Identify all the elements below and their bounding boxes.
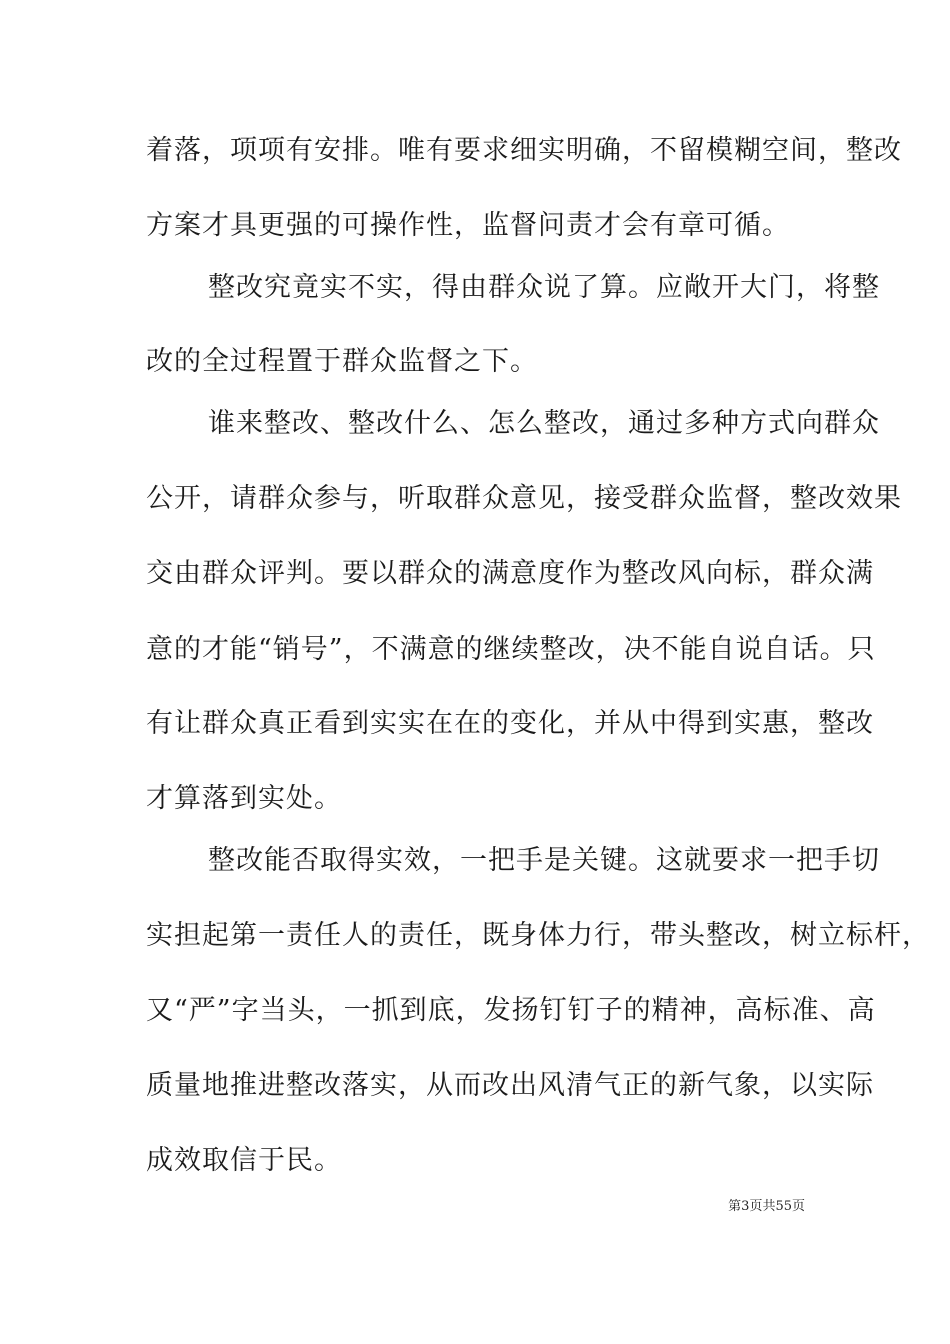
- text-line: 又“严”字当头，一抓到底，发扬钉钉子的精神，高标准、高: [146, 995, 876, 1026]
- text-line: 公开，请群众参与，听取群众意见，接受群众监督，整改效果: [146, 483, 902, 514]
- text-line: 改的全过程置于群众监督之下。: [146, 346, 538, 377]
- text-line: 着落，项项有安排。唯有要求细实明确，不留模糊空间，整改: [146, 135, 902, 166]
- text-line: 实担起第一责任人的责任，既身体力行，带头整改，树立标杆，: [146, 920, 930, 951]
- text-line: 才算落到实处。: [146, 783, 342, 814]
- text-line: 方案才具更强的可操作性，监督问责才会有章可循。: [146, 210, 790, 241]
- paragraph-start-line: 整改究竟实不实，得由群众说了算。应敞开大门，将整: [208, 272, 880, 303]
- page-number: 第3页共55页: [728, 1199, 805, 1214]
- text-line: 成效取信于民。: [146, 1145, 342, 1176]
- text-line: 质量地推进整改落实，从而改出风清气正的新气象，以实际: [146, 1070, 874, 1101]
- text-line: 意的才能“销号”，不满意的继续整改，决不能自说自话。只: [146, 634, 876, 665]
- paragraph-start-line: 整改能否取得实效，一把手是关键。这就要求一把手切: [208, 845, 880, 876]
- paragraph-start-line: 谁来整改、整改什么、怎么整改，通过多种方式向群众: [208, 408, 880, 439]
- text-line: 有让群众真正看到实实在在的变化，并从中得到实惠，整改: [146, 708, 874, 739]
- text-line: 交由群众评判。要以群众的满意度作为整改风向标，群众满: [146, 558, 874, 589]
